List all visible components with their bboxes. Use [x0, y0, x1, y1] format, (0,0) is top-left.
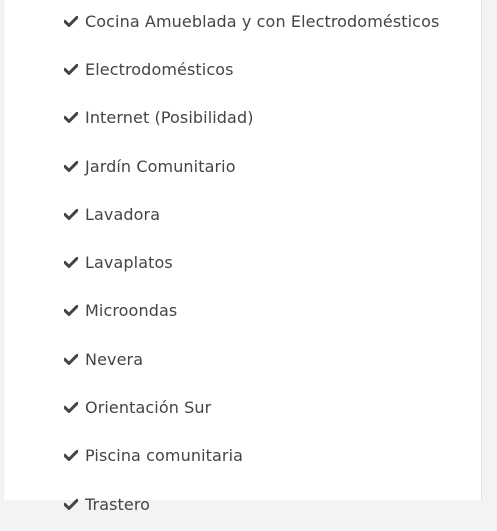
- list-item: [62, 142, 439, 190]
- amenity-label: Microondas: [85, 301, 178, 321]
- check-icon: [62, 304, 80, 318]
- amenity-label: Piscina comunitaria: [85, 446, 244, 466]
- check-icon: [62, 159, 80, 173]
- amenity-label: Internet (Posibilidad): [85, 108, 254, 128]
- check-icon: [62, 111, 80, 125]
- amenities-list: [62, 0, 439, 531]
- list-item: [62, 335, 439, 383]
- list-item: [62, 0, 439, 45]
- amenity-label: Orientación Sur: [85, 398, 212, 418]
- check-icon: [62, 256, 80, 270]
- amenity-label: Trastero: [85, 494, 151, 514]
- check-icon: [62, 401, 80, 415]
- amenity-label: Lavaplatos: [85, 253, 173, 273]
- amenity-label: Electrodomésticos: [85, 59, 234, 79]
- list-item: [62, 432, 439, 480]
- check-icon: [62, 207, 80, 221]
- list-item: [62, 383, 439, 431]
- list-item: [62, 287, 439, 335]
- amenity-label: Cocina Amueblada y con Electrodomésticos: [85, 11, 440, 31]
- amenity-label: Jardín Comunitario: [85, 156, 236, 176]
- list-item: [62, 190, 439, 238]
- amenity-label: Lavadora: [85, 204, 161, 224]
- list-item: [62, 45, 439, 93]
- check-icon: [62, 14, 80, 28]
- check-icon: [62, 449, 80, 463]
- check-icon: [62, 62, 80, 76]
- list-item: [62, 238, 439, 286]
- check-icon: [62, 497, 80, 511]
- list-item: [62, 94, 439, 142]
- amenity-label: Nevera: [85, 349, 144, 369]
- list-item: [62, 480, 439, 528]
- check-icon: [62, 352, 80, 366]
- content-panel: [3, 0, 482, 514]
